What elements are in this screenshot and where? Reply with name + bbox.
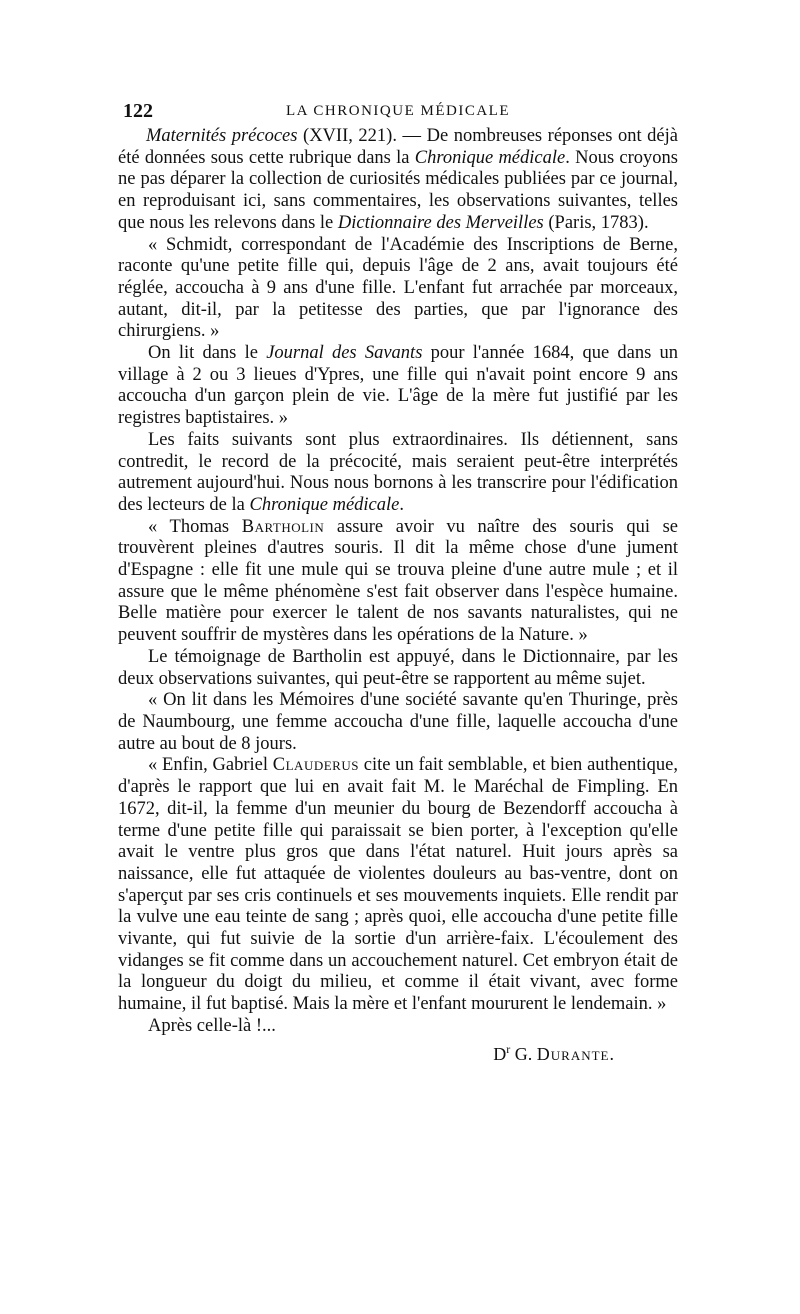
running-title: LA CHRONIQUE MÉDICALE: [286, 103, 510, 119]
text-run: Les faits suivants sont plus extraordinaires. Ils détiennent, sans contredit, le record de la précocité, mais seraient peut-être interprétés autrement aujourd'hui. Nous nous bornons à les transcrire pour l'édification des lecteurs de la: [118, 429, 678, 515]
paragraph-9: Après celle-là !...: [148, 1015, 276, 1036]
rubric-title: Maternités précoces: [146, 126, 298, 146]
signature: [118, 1042, 678, 1065]
journal-title: Chronique médicale: [249, 494, 400, 515]
signature-title-sup: r: [506, 1041, 511, 1056]
signature-suffix: .: [609, 1043, 614, 1064]
text-run: . Nous croyons ne pas déparer la collection de curiosités médicales publiées par ce journal, en reproduisant ici, sans commentaires, les observations suivantes, telles que nous les relevons dans le: [118, 147, 678, 233]
author-name: Clauderus: [272, 755, 359, 776]
text-run: (XVII, 221). — De nombreuses réponses ont déjà été données sous cette rubrique dans la: [118, 126, 678, 168]
paragraph-5: [118, 517, 678, 647]
signature-initial: G.: [510, 1043, 537, 1064]
text-run: « Thomas: [148, 516, 242, 537]
book-title: Dictionnaire des Merveilles: [337, 212, 544, 233]
paragraph-2: « Schmidt, correspondant de l'Académie des Inscriptions de Berne, raconte qu'une petite fille qui, depuis l'âge de 2 ans, avait toujours été réglée, accoucha à 9 ans d'une fille. L'enfant fut arrachée par morceaux, autant, dit-il, par la petitesse des parties, que par l'ignorance des chirurgiens. »: [118, 234, 678, 342]
paragraph-8: [118, 755, 678, 1015]
paragraph-1: [118, 126, 678, 235]
paragraph-7: « On lit dans les Mémoires d'une société savante qu'en Thuringe, près de Naumbourg, une femme accoucha d'une fille, laquelle accoucha d'une autre au bout de 8 jours.: [118, 690, 678, 754]
text-run: cite un fait semblable, et bien authentique, d'après le rapport que lui en avait fait M. le Maréchal de Fimpling. En 1672, dit-il, la femme d'un meunier du bourg de Bezendorff accoucha à terme d'une petite fille qui paraissait se bien porter, à l'exception qu'elle avait le ventre plus gros que dans l'état naturel. Huit jours après sa naissance, elle fut attaquée de violentes douleurs au bas-ventre, dont on s'aperçut par ses cris continuels et ses mouvements inquiets. Elle rendit par la vulve une eau teinte de sang ; après quoi, elle accoucha d'une petite fille vivante, qui fut suivie de la sortie d'un arrière-faix. L'écoulement des vidanges se fit comme dans un accouchement naturel. Cet embryon était de la longueur du doigt du milieu, et comme il était vivant, avec forme humaine, il fut baptisé. Mais la mère et l'enfant moururent le lendemain. »: [118, 755, 678, 1015]
text-run: (Paris, 1783).: [543, 212, 649, 233]
paragraph-3: [118, 343, 678, 430]
page-header: [118, 100, 678, 126]
page-number: 122: [123, 100, 153, 122]
paragraph-4: [118, 430, 678, 517]
signature-title: D: [493, 1043, 507, 1064]
text-run: On lit dans le: [148, 343, 267, 364]
text-run: .: [399, 494, 404, 515]
journal-title: Journal des Savants: [266, 343, 423, 364]
page: [118, 100, 678, 1065]
article-body: [118, 126, 678, 1038]
author-name: Bartholin: [241, 516, 325, 537]
paragraph-6: Le témoignage de Bartholin est appuyé, dans le Dictionnaire, par les deux observations suivantes, qui peut-être se rapportent au même sujet.: [118, 646, 678, 689]
text-run: assure avoir vu naître des souris qui se trouvèrent pleines d'autres souris. Il dit la même chose d'une jument d'Espagne : elle fit une mule qui se trouva pleine d'une autre mule ; et il assure que le même phénomène s'est fait observer dans l'espèce humaine. Belle matière pour exercer le talent de nos savants naturalistes, qui ne peuvent souffrir de mystères dans les opérations de la Nature. »: [118, 516, 678, 646]
text-run: pour l'année 1684, que dans un village à 2 ou 3 lieues d'Ypres, une fille qui n'avait point encore 9 ans accoucha d'un garçon plein de vie. L'âge de la mère fut justifié par les registres baptistaires. »: [118, 343, 679, 429]
journal-title: Chronique médicale: [414, 147, 566, 168]
text-run: « Enfin, Gabriel: [148, 755, 273, 776]
signature-name: Durante: [536, 1043, 610, 1064]
